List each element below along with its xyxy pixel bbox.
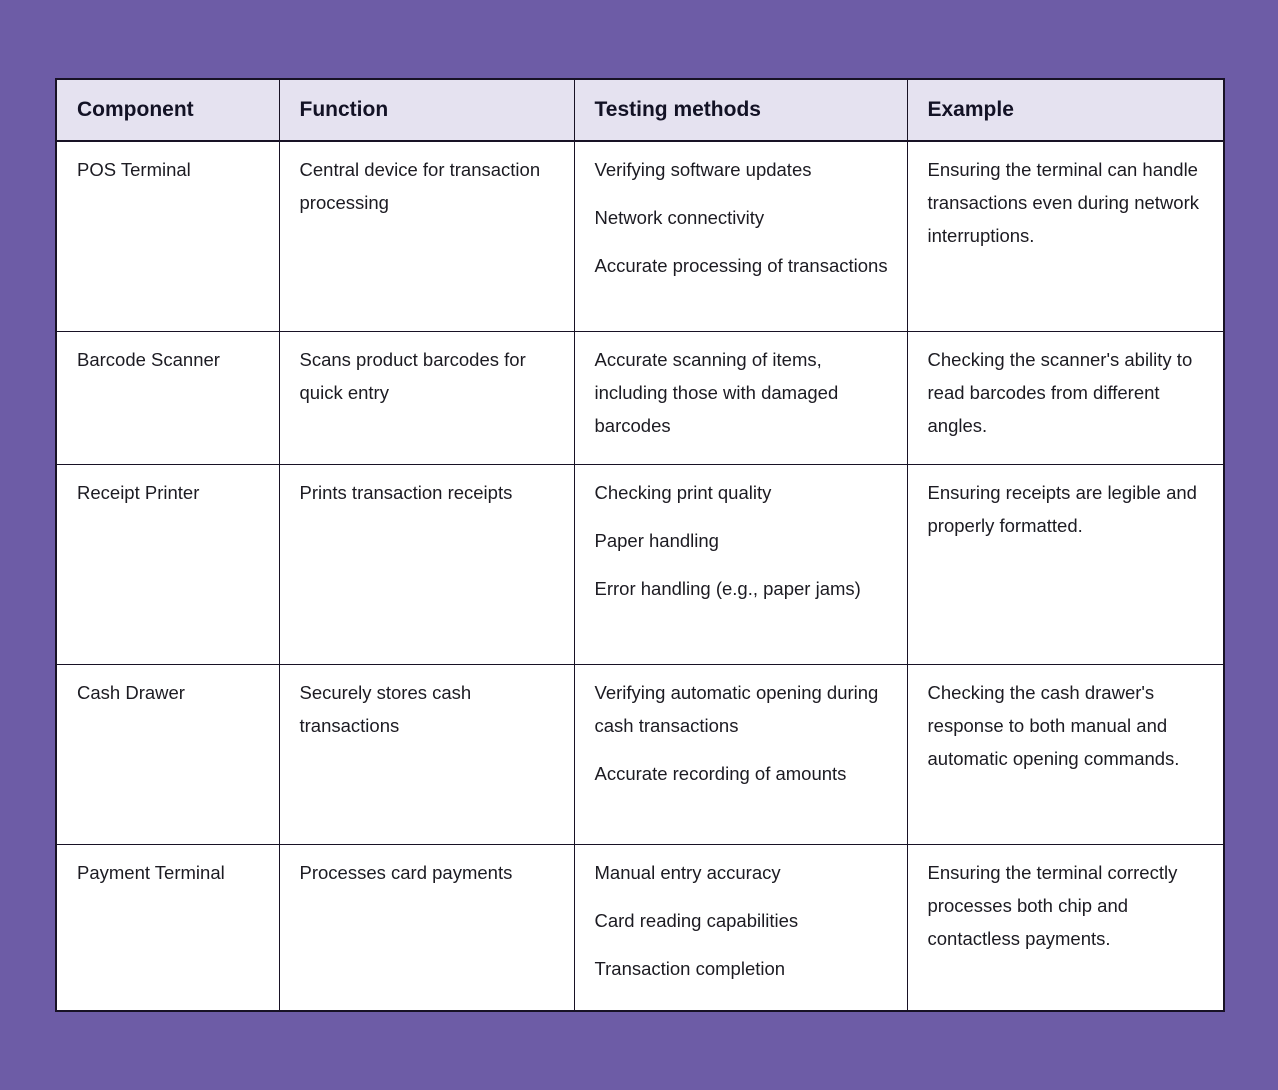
component-name: Payment Terminal: [77, 861, 225, 883]
function-text: Processes card payments: [299, 861, 513, 883]
column-header-testing-methods: Testing methods: [574, 79, 907, 141]
table-row-receipt-printer: [56, 464, 1224, 664]
column-header-function: Function: [279, 79, 574, 141]
cell-component: [56, 664, 279, 844]
header-row: [56, 79, 1224, 141]
example-text: Ensuring the terminal correctly processes both chip and contactless payments.: [927, 861, 1178, 949]
component-name: Receipt Printer: [77, 481, 200, 503]
column-header-component: Component: [56, 79, 279, 141]
component-name: Cash Drawer: [77, 681, 185, 703]
table-row-pos-terminal: [56, 141, 1224, 331]
cell-component: [56, 141, 279, 331]
testing-method-item: Accurate scanning of items, including those with damaged barcodes: [594, 348, 839, 436]
cell-testing-methods: [574, 664, 907, 844]
cell-testing-methods: [574, 844, 907, 1011]
function-text: Securely stores cash transactions: [299, 681, 472, 736]
cell-testing-methods: [574, 141, 907, 331]
cell-example: [907, 141, 1224, 331]
table-row-barcode-scanner: [56, 331, 1224, 464]
function-text: Scans product barcodes for quick entry: [299, 348, 526, 403]
testing-method-item: Paper handling: [594, 529, 719, 551]
pos-components-table: [55, 78, 1225, 1012]
cell-component: [56, 844, 279, 1011]
cell-function: [279, 464, 574, 664]
table-row-cash-drawer: [56, 664, 1224, 844]
testing-method-item: Verifying automatic opening during cash transactions: [594, 681, 879, 736]
cell-function: [279, 331, 574, 464]
testing-method-item: Accurate processing of transactions: [594, 255, 888, 276]
cell-example: [907, 331, 1224, 464]
cell-function: [279, 664, 574, 844]
cell-example: [907, 664, 1224, 844]
cell-function: [279, 844, 574, 1011]
testing-method-item: Verifying software updates: [594, 159, 812, 180]
example-text: Checking the cash drawer's response to both manual and automatic opening commands.: [927, 681, 1180, 769]
function-text: Prints transaction receipts: [299, 481, 513, 503]
cell-component: [56, 331, 279, 464]
example-text: Checking the scanner's ability to read barcodes from different angles.: [927, 348, 1193, 436]
cell-testing-methods: [574, 331, 907, 464]
example-text: Ensuring receipts are legible and properly formatted.: [927, 481, 1197, 536]
column-header-example: Example: [907, 79, 1224, 141]
component-name: POS Terminal: [77, 159, 191, 180]
cell-function: [279, 141, 574, 331]
function-text: Central device for transaction processing: [299, 159, 541, 213]
testing-method-item: Network connectivity: [594, 207, 765, 228]
cell-testing-methods: [574, 464, 907, 664]
testing-method-item: Card reading capabilities: [594, 909, 799, 931]
example-text: Ensuring the terminal can handle transactions even during network interruptions.: [927, 159, 1199, 246]
testing-method-item: Accurate recording of amounts: [594, 762, 847, 784]
cell-example: [907, 844, 1224, 1011]
component-name: Barcode Scanner: [77, 348, 220, 370]
cell-component: [56, 464, 279, 664]
testing-method-item: Transaction completion: [594, 957, 786, 979]
testing-method-item: Manual entry accuracy: [594, 861, 781, 883]
testing-method-item: Error handling (e.g., paper jams): [594, 577, 861, 599]
table-row-payment-terminal: [56, 844, 1224, 1011]
cell-example: [907, 464, 1224, 664]
testing-method-item: Checking print quality: [594, 481, 772, 503]
